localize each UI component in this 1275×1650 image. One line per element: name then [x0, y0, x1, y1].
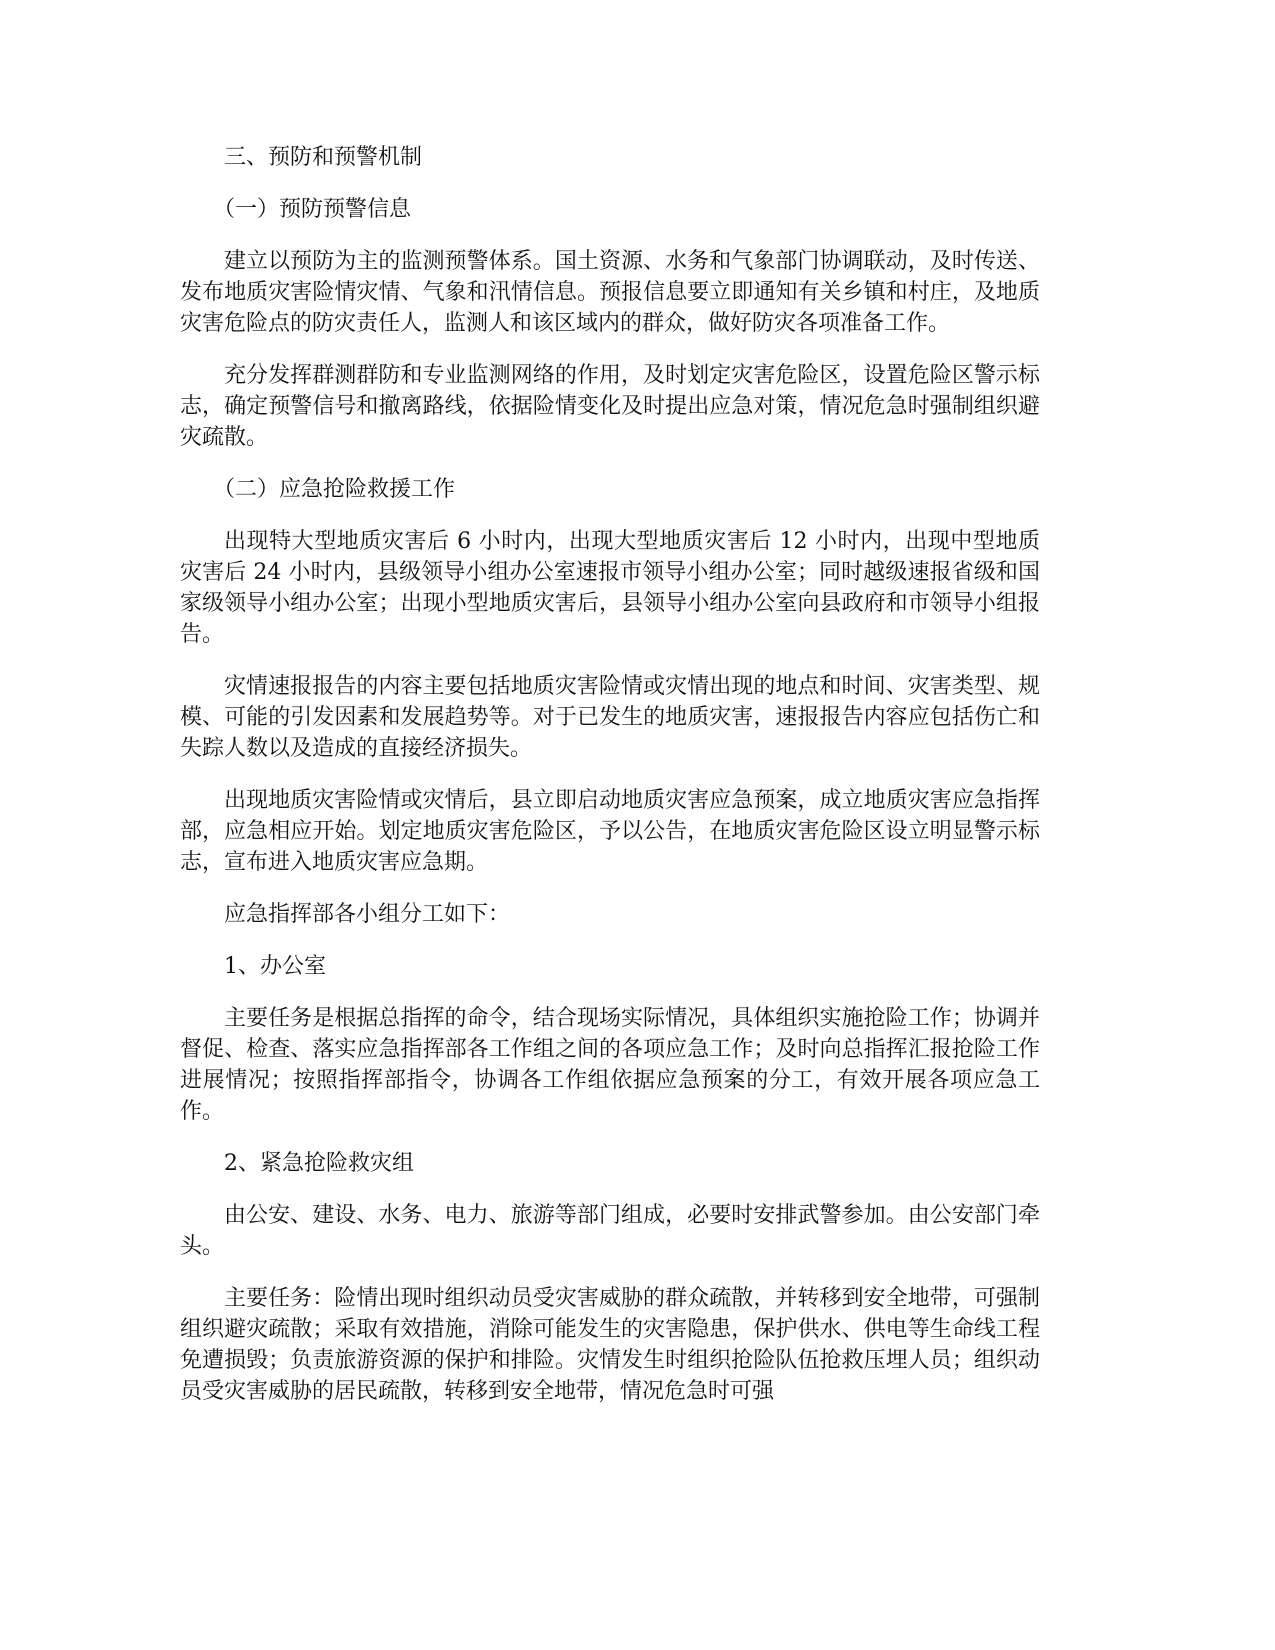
paragraph-office-tasks: 主要任务是根据总指挥的命令，结合现场实际情况，具体组织实施抢险工作；协调并督促、检查、落实应急指挥部各工作组之间的各项应急工作；及时向总指挥汇报抢险工作进展情况；按照指挥部指令，协调各工作组依据应急预案的分工，有效开展各项应急工作。	[180, 1006, 1040, 1124]
paragraph-rescue-group-tasks: 主要任务：险情出现时组织动员受灾害威胁的群众疏散，并转移到安全地带，可强制组织避灾疏散；采取有效措施，消除可能发生的灾害隐患，保护供水、供电等生命线工程免遭损毁；负责旅游资源的保护和排险。灾情发生时组织抢险队伍抢救压埋人员；组织动员受灾害威胁的居民疏散，转移到安全地带，情况危急时可强	[180, 1286, 1040, 1404]
subsection-title-emergency-rescue: （二）应急抢险救援工作	[213, 477, 456, 502]
document-page	[180, 142, 1040, 1428]
paragraph-monitoring-system: 建立以预防为主的监测预警体系。国土资源、水务和气象部门协调联动，及时传送、发布地质灾害险情灾情、气象和汛情信息。预报信息要立即通知有关乡镇和村庄，及地质灾害危险点的防灾责任人，监测人和该区域内的群众，做好防灾各项准备工作。	[180, 249, 1040, 336]
subsection-title-warning-info: （一）预防预警信息	[213, 197, 412, 222]
paragraph-report-content: 灾情速报报告的内容主要包括地质灾害险情或灾情出现的地点和时间、灾害类型、规模、可能的引发因素和发展趋势等。对于已发生的地质灾害，速报报告内容应包括伤亡和失踪人数以及造成的直接经济损失。	[180, 674, 1040, 761]
paragraph-emergency-plan: 出现地质灾害险情或灾情后，县立即启动地质灾害应急预案，成立地质灾害应急指挥部，应急相应开始。划定地质灾害危险区，予以公告，在地质灾害危险区设立明显警示标志，宣布进入地质灾害应急期。	[180, 788, 1040, 875]
item-title-office: 1、办公室	[224, 954, 326, 979]
paragraph-group-division: 应急指挥部各小组分工如下：	[224, 902, 511, 927]
paragraph-rescue-group-members: 由公安、建设、水务、电力、旅游等部门组成，必要时安排武警参加。由公安部门牵头。	[180, 1203, 1040, 1259]
paragraph-reporting-timeline: 出现特大型地质灾害后 6 小时内，出现大型地质灾害后 12 小时内，出现中型地质灾害后 24 小时内，县级领导小组办公室速报市领导小组办公室；同时越级速报省级和国家级领导小组办公室；出现小型地质灾害后，县领导小组办公室向县政府和市领导小组报告。	[180, 529, 1040, 647]
section-title: 三、预防和预警机制	[224, 145, 423, 170]
item-title-rescue-group: 2、紧急抢险救灾组	[224, 1151, 414, 1176]
paragraph-mass-monitoring: 充分发挥群测群防和专业监测网络的作用，及时划定灾害危险区，设置危险区警示标志，确定预警信号和撤离路线，依据险情变化及时提出应急对策，情况危急时强制组织避灾疏散。	[180, 363, 1040, 450]
